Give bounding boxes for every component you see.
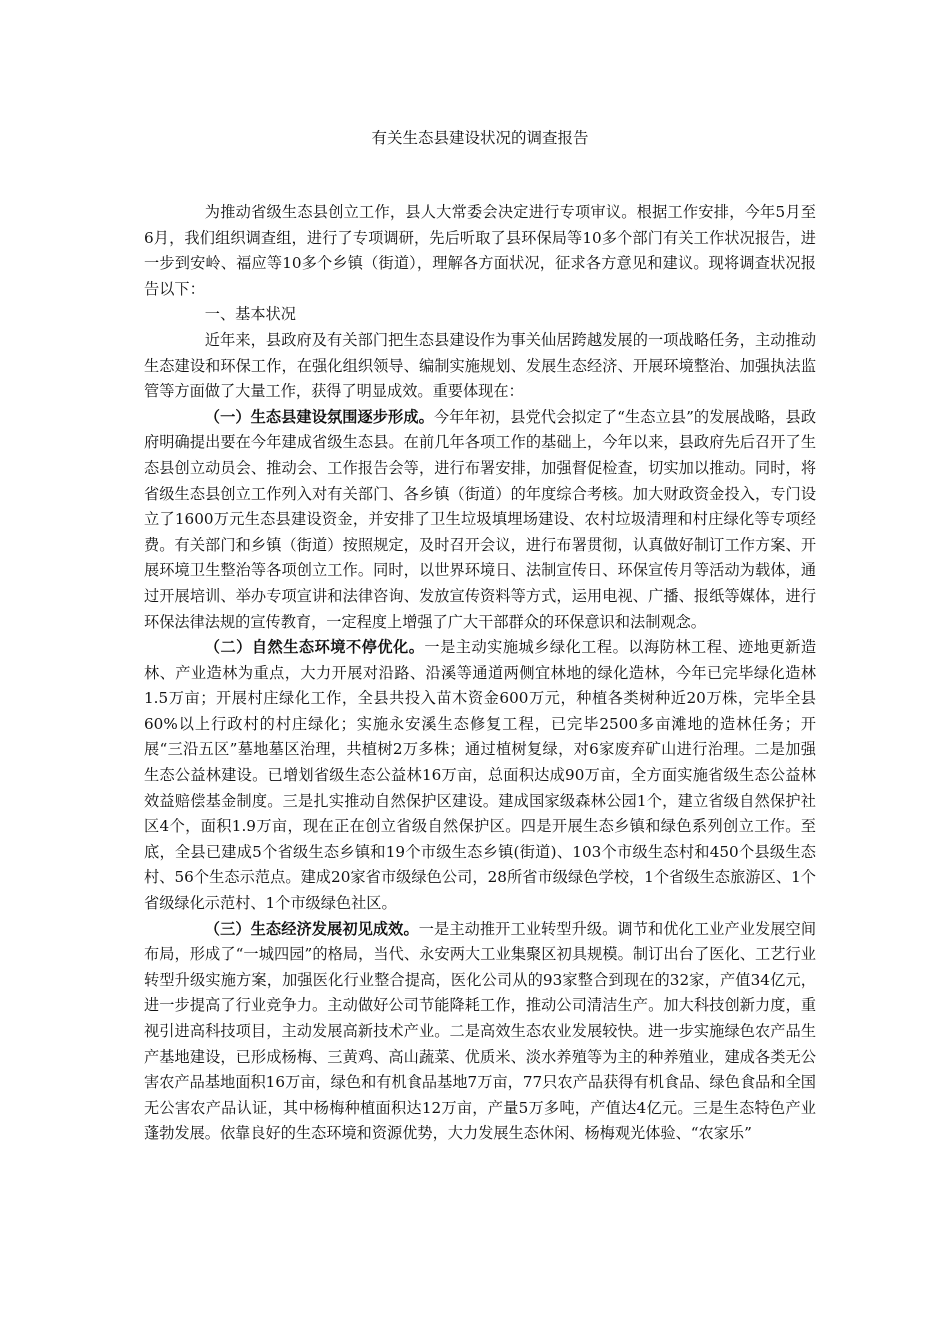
- overview-paragraph: 近年来，县政府及有关部门把生态县建设作为事关仙居跨越发展的一项战略任务，主动推动生态建设和环保工作，在强化组织领导、编制实施规划、发展生态经济、开展环境整治、加强执法监管等方面做了大量工作，获得了明显成效。重要体现在：: [144, 330, 816, 401]
- point-1-paragraph: [144, 405, 816, 635]
- page-title: 有关生态县建设状况的调查报告: [371, 129, 589, 147]
- point-3-text: 一是主动推开工业转型升级。调节和优化工业产业发展空间布局，形成了“一城四园”的格局，当代、永安两大工业集聚区初具规模。制订出台了医化、工艺行业转型升级实施方案，加强医化行业整合提高，医化公司从的93家整合到现在的32家，产值34亿元，进一步提高了行业竞争力。主动做好公司节能降耗工作，推动公司清洁生产。加大科技创新力度，重视引进高科技项目，主动发展高新技术产业。二是高效生态农业发展较快。进一步实施绿色农产品生产基地建设，已形成杨梅、三黄鸡、高山蔬菜、优质米、淡水养殖等为主的种养殖业，建成各类无公害农产品基地面积16万亩，绿色和有机食品基地7万亩，77只农产品获得有机食品、绿色食品和全国无公害农产品认证，其中杨梅种植面积达12万亩，产量5万多吨，产值达4亿元。三是生态特色产业蓬勃发展。依靠良好的生态环境和资源优势，大力发展生态休闲、杨梅观光体验、“农家乐”: [144, 919, 817, 1143]
- point-3-heading: （三）生态经济发展初见成效。: [204, 919, 419, 938]
- document-body: [144, 200, 816, 1147]
- point-1-heading: （一）生态县建设氛围逐步形成。: [204, 407, 434, 426]
- point-2-heading: （二）自然生态环境不停优化。: [204, 638, 425, 657]
- point-2-text: 一是主动实施城乡绿化工程。以海防林工程、迹地更新造林、产业造林为重点，大力开展对沿路、沿溪等通道两侧宜林地的绿化造林，今年已完毕绿化造林1.5万亩；开展村庄绿化工作，全县共投入苗木资金600万元，种植各类树种近20万株，完毕全县60%以上行政村的村庄绿化；实施永安溪生态修复工程，已完毕2500多亩滩地的造林任务；开展“三沿五区”墓地墓区治理，共植树2万多株；通过植树复绿，对6家废弃矿山进行治理。二是加强生态公益林建设。已增划省级生态公益林16万亩，总面积达成90万亩，全方面实施省级生态公益林效益赔偿基金制度。三是扎实推动自然保护区建设。建成国家级森林公园1个，建立省级自然保护社区4个，面积1.9万亩，现在正在创立省级自然保护区。四是开展生态乡镇和绿色系列创立工作。至底，全县已建成5个省级生态乡镇和19个市级生态乡镇(街道)、103个市级生态村和450个县级生态村、56个生态示范点。建成20家省市级绿色公司，28所省市级绿色学校，1个省级生态旅游区、1个省级绿化示范村、1个市级绿色社区。: [144, 638, 817, 913]
- point-3-paragraph: [144, 917, 816, 1147]
- point-1-text: 今年年初，县党代会拟定了“生态立县”的发展战略，县政府明确提出要在今年建成省级生态县。在前几年各项工作的基础上，今年以来，县政府先后召开了生态县创立动员会、推动会、工作报告会等，进行布署安排，加强督促检查，切实加以推动。同时，将省级生态县创立工作列入对有关部门、各乡镇（街道）的年度综合考核。加大财政资金投入，专门设立了1600万元生态县建设资金，并安排了卫生垃圾填埋场建设、农村垃圾清理和村庄绿化等专项经费。有关部门和乡镇（街道）按照规定，及时召开会议，进行布署贯彻，认真做好制订工作方案、开展环境卫生整治等各项创立工作。同时，以世界环境日、法制宣传日、环保宣传月等活动为载体，通过开展培训、举办专项宣讲和法律咨询、发放宣传资料等方式，运用电视、广播、报纸等媒体，进行环保法律法规的宣传教育，一定程度上增强了广大干部群众的环保意识和法制观念。: [144, 407, 817, 631]
- intro-paragraph: 为推动省级生态县创立工作，县人大常委会决定进行专项审议。根据工作安排，今年5月至6月，我们组织调查组，进行了专项调研，先后听取了县环保局等10多个部门有关工作状况报告，进一步到安岭、福应等10多个乡镇（街道），理解各方面状况，征求各方意见和建议。现将调查状况报告以下：: [144, 203, 816, 298]
- section-heading-basic-status: 一、基本状况: [204, 305, 296, 324]
- point-2-paragraph: [144, 635, 816, 917]
